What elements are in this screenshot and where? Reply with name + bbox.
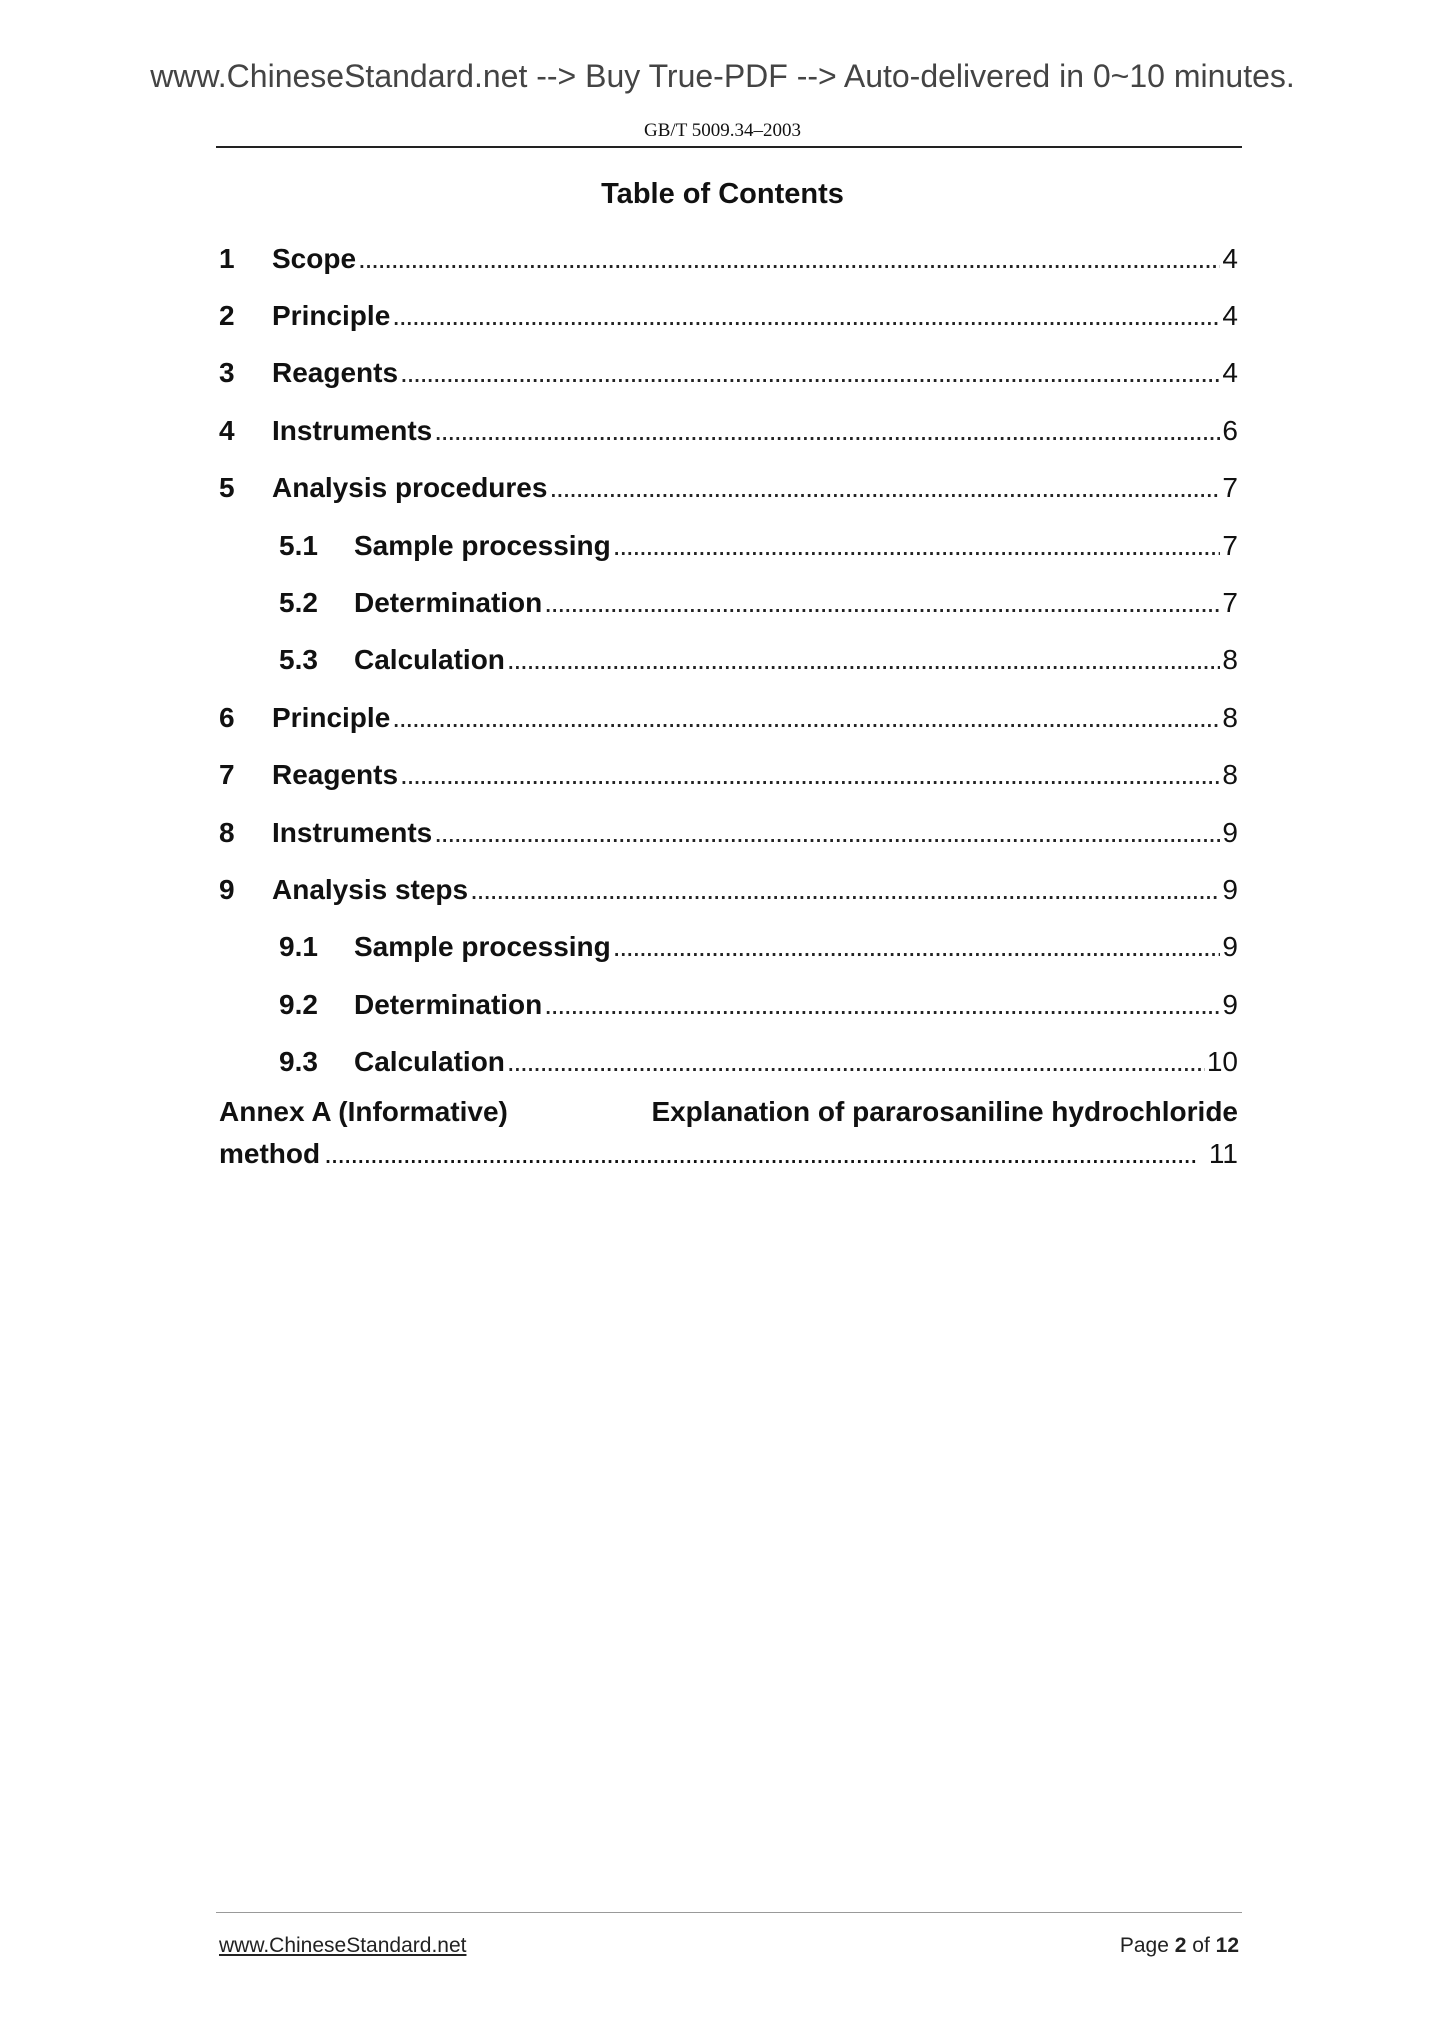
annex-label: Annex A (Informative) [219,1096,508,1127]
toc-entry-number: 9.1 [279,931,318,963]
page-current: 2 [1174,1934,1187,1957]
toc-title: Table of Contents [601,178,844,210]
toc-entry-6[interactable] [219,689,1238,746]
toc-entry-number: 6 [219,701,235,733]
toc-entry-page: 9 [1222,931,1238,963]
dot-leader [470,874,1220,906]
toc-entry-label: Scope [272,242,357,274]
dot-leader [358,243,1220,275]
toc-entry-page: 7 [1222,529,1238,561]
annex-page-number: 11 [1208,1138,1238,1169]
toc-entry-number: 5.1 [279,529,318,561]
toc-entry-label: Calculation [354,644,505,676]
toc-entry-label: Reagents [272,759,399,791]
document-code: GB/T 5009.34–2003 [644,120,801,141]
dot-leader [544,587,1220,619]
toc-entry-number: 3 [219,357,235,389]
toc-entry-label: Calculation [354,1046,505,1078]
toc-entry-2[interactable] [219,287,1238,344]
toc-entry-number: 9 [219,873,235,905]
table-of-contents [219,230,1238,1091]
toc-entry-label: Principle [272,701,391,733]
dot-leader [324,1138,1205,1170]
dot-leader [434,817,1220,849]
toc-entry-8[interactable] [219,804,1238,861]
toc-entry-5-1[interactable] [219,517,1238,574]
toc-entry-number: 2 [219,300,235,332]
toc-entry-page: 4 [1222,300,1238,332]
toc-entry-label: Determination [354,587,543,619]
toc-entry-number: 9.3 [279,1046,318,1078]
toc-entry-9[interactable] [219,861,1238,918]
toc-entry-label: Instruments [272,816,433,848]
toc-entry-number: 4 [219,414,235,446]
annex-title-line [219,1096,1238,1128]
toc-entry-9-2[interactable] [219,976,1238,1033]
toc-entry-number: 1 [219,242,235,274]
toc-entry-number: 8 [219,816,235,848]
dot-leader [400,759,1220,791]
toc-entry-page: 8 [1222,644,1238,676]
promo-banner: www.ChineseStandard.net --> Buy True-PDF --> Auto-delivered in 0~10 minutes. [150,58,1295,94]
dot-leader [392,300,1220,332]
annex-title: Explanation of pararosaniline hydrochloride [651,1096,1238,1127]
toc-entry-page: 4 [1222,242,1238,274]
toc-entry-label: Reagents [272,357,399,389]
toc-entry-4[interactable] [219,402,1238,459]
dot-leader [434,415,1220,447]
page-of: of [1192,1934,1210,1957]
toc-entry-page: 9 [1222,988,1238,1020]
toc-entry-number: 5.2 [279,587,318,619]
dot-leader [613,931,1221,963]
toc-entry-page: 9 [1222,816,1238,848]
page-prefix: Page [1119,1934,1169,1957]
toc-entry-number: 5 [219,472,235,504]
footer-site-link[interactable]: www.ChineseStandard.net [219,1934,467,1957]
toc-entry-5[interactable] [219,460,1238,517]
toc-entry-number: 9.2 [279,988,318,1020]
toc-entry-label: Instruments [272,414,433,446]
toc-entry-page: 10 [1206,1046,1238,1078]
annex-title-continuation: method [219,1138,321,1169]
dot-leader [392,702,1220,734]
toc-entry-label: Analysis procedures [272,472,548,504]
toc-entry-page: 4 [1222,357,1238,389]
toc-entry-label: Sample processing [354,529,611,561]
toc-entry-3[interactable] [219,345,1238,402]
toc-entry-annex-a[interactable] [219,1096,1238,1170]
dot-leader [613,530,1221,562]
toc-entry-page: 8 [1222,701,1238,733]
toc-entry-number: 7 [219,759,235,791]
dot-leader [507,1046,1205,1078]
header-divider [216,146,1242,148]
dot-leader [400,357,1220,389]
toc-entry-5-3[interactable] [219,632,1238,689]
annex-continuation-line [219,1138,1238,1170]
page-total: 12 [1215,1934,1239,1957]
page-indicator [1120,1934,1239,1958]
toc-entry-label: Analysis steps [272,873,469,905]
toc-entry-page: 9 [1222,873,1238,905]
dot-leader [549,472,1220,504]
toc-entry-9-1[interactable] [219,919,1238,976]
dot-leader [544,989,1220,1021]
toc-entry-1[interactable] [219,230,1238,287]
dot-leader [507,644,1221,676]
footer-divider [216,1912,1242,1913]
toc-entry-label: Sample processing [354,931,611,963]
toc-entry-7[interactable] [219,747,1238,804]
toc-entry-label: Determination [354,988,543,1020]
toc-entry-9-3[interactable] [219,1033,1238,1090]
toc-entry-number: 5.3 [279,644,318,676]
toc-entry-page: 8 [1222,759,1238,791]
toc-entry-page: 6 [1222,414,1238,446]
toc-entry-page: 7 [1222,472,1238,504]
toc-entry-page: 7 [1222,587,1238,619]
toc-entry-label: Principle [272,300,391,332]
toc-entry-5-2[interactable] [219,574,1238,631]
